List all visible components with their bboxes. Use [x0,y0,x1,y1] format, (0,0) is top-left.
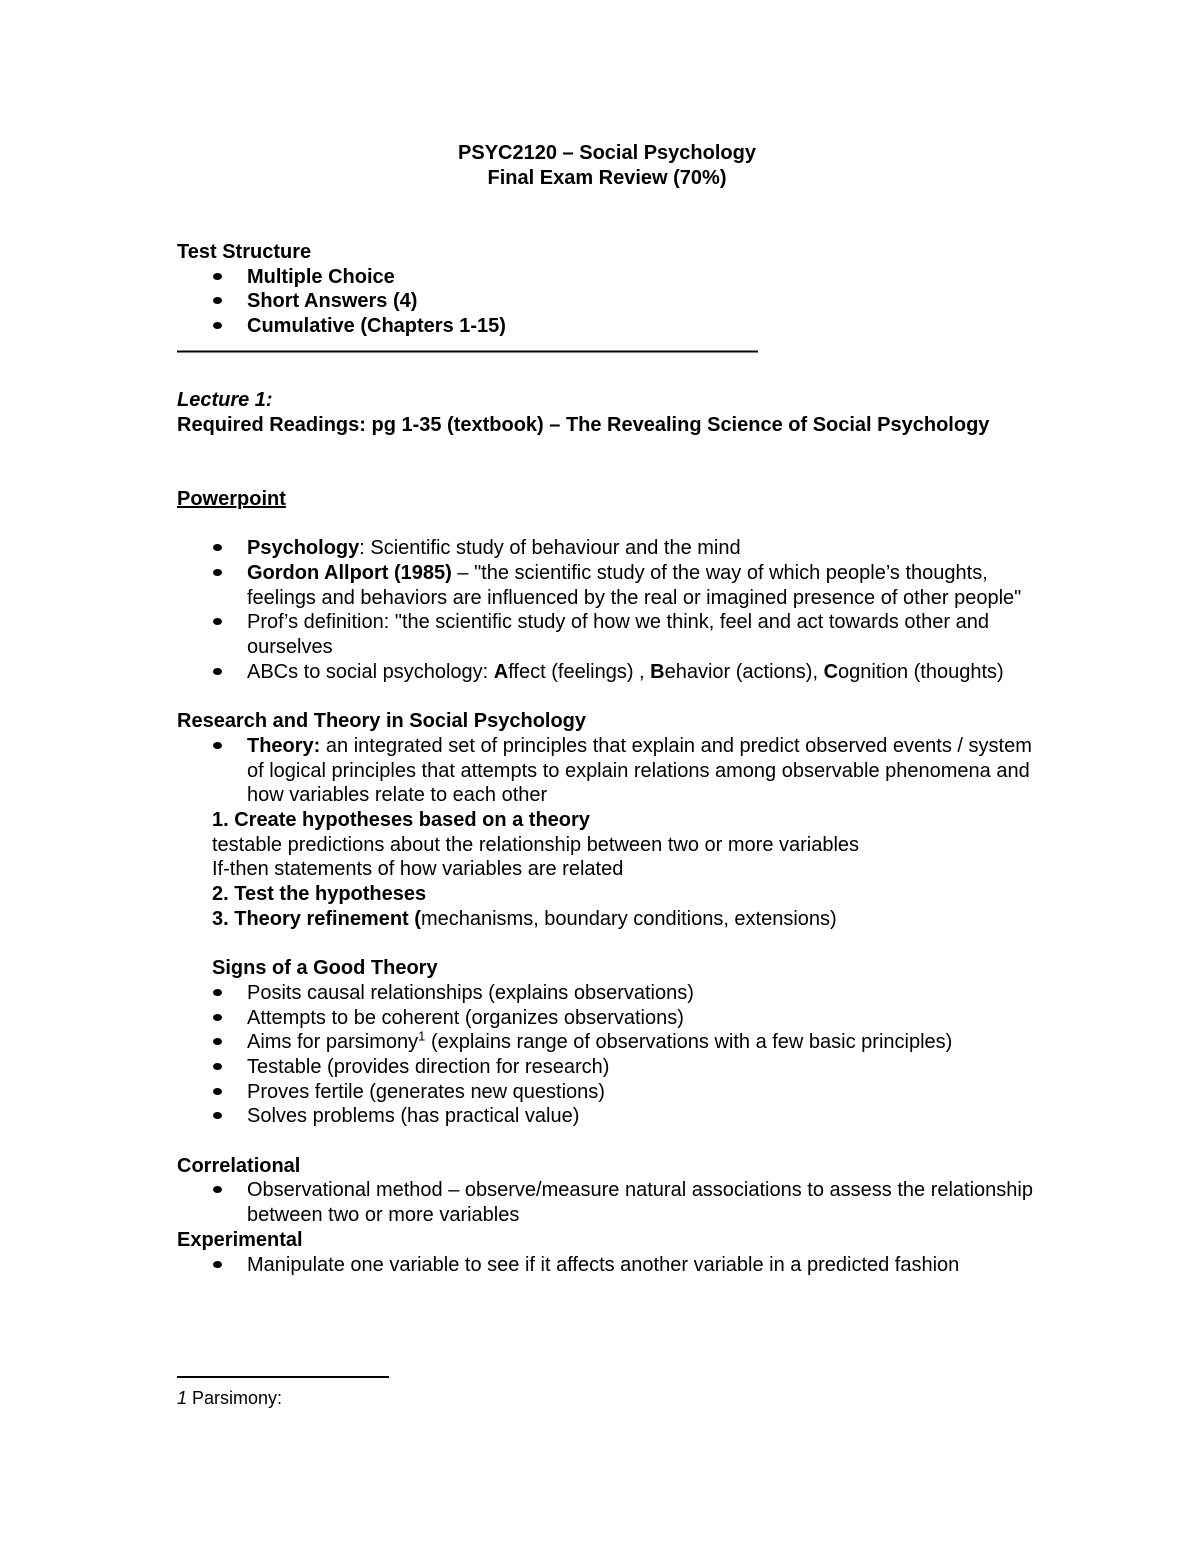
experimental-heading: Experimental [177,1228,303,1251]
powerpoint-heading: Powerpoint [177,487,286,510]
test-structure-list [177,265,1037,339]
footnote-text: Parsimony: [187,1388,283,1408]
list-item: Aims for parsimony$^1$ (explains range of observations with a few basic principles) [177,1030,1037,1055]
list-item: Testable (provides direction for research) [177,1055,1037,1080]
bullet-icon [213,569,222,576]
lecture-label: Lecture 1: [177,389,273,411]
bullet-icon [213,1186,222,1193]
document-title: PSYC2120 – Social Psychology [458,142,756,164]
list-item: Attempts to be coherent (organizes observations) [177,1006,1037,1031]
bullet-icon [213,1038,222,1045]
bullet-icon [213,989,222,996]
footnote-separator [177,1376,389,1378]
bullet-icon [213,297,222,304]
research-list [177,734,1037,808]
required-readings: Required Readings: pg 1-35 (textbook) – The Revealing Science of Social Psychology [177,413,990,436]
footnote-reference[interactable]: 1 [418,1028,426,1044]
powerpoint-list [177,536,1037,684]
list-item: Gordon Allport (1985) – "the scientific study of the way of which people’s thoughts, feelings and behaviors are influenced by the real or imagined presence of other people" [177,561,1037,610]
correlational-heading: Correlational [177,1154,301,1177]
list-item: Manipulate one variable to see if it affects another variable in a predicted fashion [177,1253,1037,1278]
bullet-icon [213,1088,222,1095]
list-item: Proves fertile (generates new questions) [177,1080,1037,1105]
bullet-icon [213,1014,222,1021]
bullet-icon [213,273,222,280]
test-structure-heading: Test Structure [177,240,312,263]
experimental-list [177,1253,1037,1278]
bullet-icon [213,1063,222,1070]
document-subtitle: Final Exam Review (70%) [487,166,727,189]
bullet-icon [213,1112,222,1119]
correlational-list [177,1178,1037,1227]
bullet-icon [213,322,222,329]
footnote-number: 1 [177,1388,188,1408]
list-item: Posits causal relationships (explains observations) [177,981,1037,1006]
horizontal-rule: —————————————————————————————————— [177,339,755,362]
list-item: ABCs to social psychology: Affect (feelings) , Behavior (actions), Cognition (thoughts) [177,660,1037,685]
list-item: Prof’s definition: "the scientific study of how we think, feel and act towards other and ourselves [177,610,1037,659]
list-item: Psychology: Scientific study of behaviour and the mind [177,536,1037,561]
list-item: Theory: an integrated set of principles that explain and predict observed events / system of logical principles that attempts to explain relations among observable phenomena and how variables relate to each other [177,734,1037,808]
step-2: 2. Test the hypotheses [212,883,427,906]
document-body [177,141,1037,1277]
good-theory-list [177,981,1037,1129]
footnote [177,1388,282,1409]
step-3: 3. Theory refinement (mechanisms, boundary conditions, extensions) [212,907,837,930]
bullet-icon [213,1261,222,1268]
bullet-icon [213,668,222,675]
step-1-detail: If-then statements of how variables are related [212,858,624,881]
research-heading: Research and Theory in Social Psychology [177,710,587,733]
bullet-icon [213,742,222,749]
bullet-icon [213,618,222,625]
list-item: Multiple Choice [177,265,1037,290]
list-item: Cumulative (Chapters 1-15) [177,314,1037,339]
list-item: Observational method – observe/measure natural associations to assess the relationship between two or more variables [177,1178,1037,1227]
bullet-icon [213,544,222,551]
good-theory-heading: Signs of a Good Theory [212,957,438,980]
list-item: Short Answers (4) [177,289,1037,314]
step-1: 1. Create hypotheses based on a theory [212,808,590,831]
step-1-detail: testable predictions about the relationship between two or more variables [212,833,860,856]
list-item: Solves problems (has practical value) [177,1104,1037,1129]
